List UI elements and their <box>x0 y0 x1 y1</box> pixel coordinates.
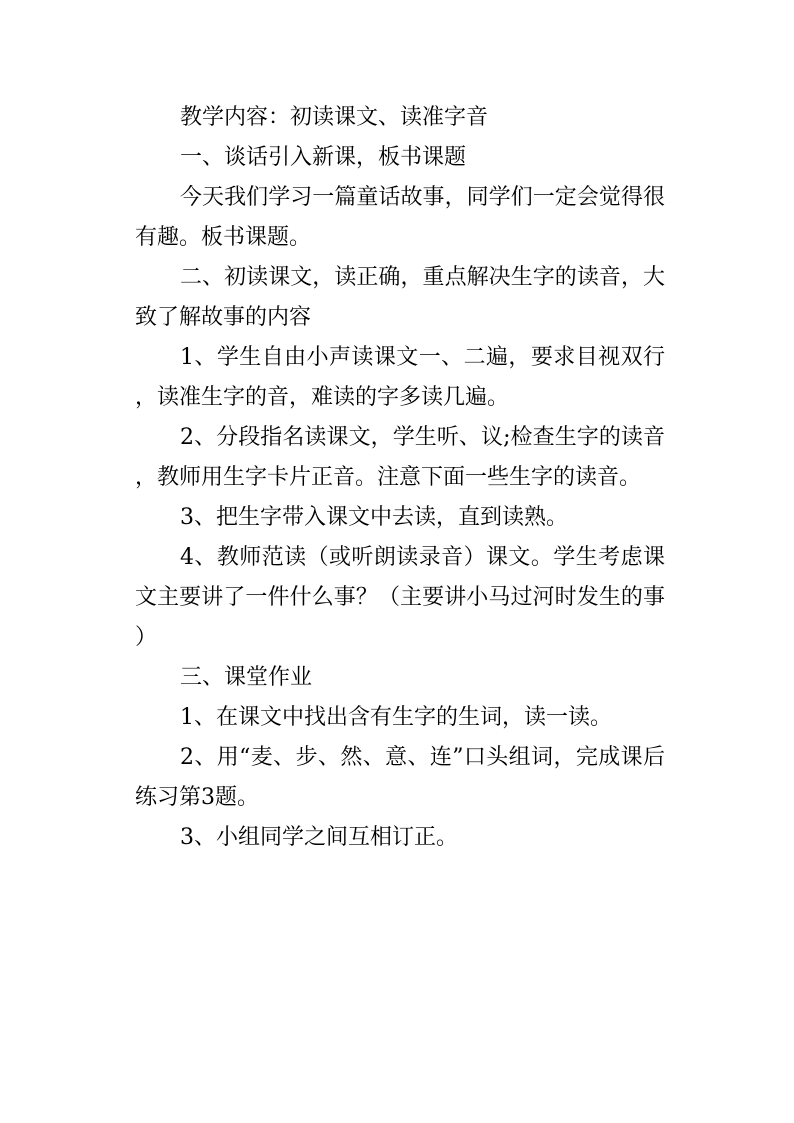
paragraph-item-2-1: 1、学生自由小声读课文一、二遍，要求目视双行，读准生字的音，难读的字多读几遍。 <box>135 345 665 410</box>
paragraph-section-2-heading: 二、初读课文，读正确，重点解决生字的读音，大致了解故事的内容 <box>135 265 665 330</box>
paragraph-section-3-heading: 三、课堂作业 <box>180 665 313 690</box>
paragraph-teaching-content: 教学内容：初读课文、读准字音 <box>180 105 489 130</box>
paragraph-item-2-4: 4、教师范读（或听朗读录音）课文。学生考虑课文主要讲了一件什么事？（主要讲小马过河时发生的事） <box>135 545 665 650</box>
paragraph-section-1-heading: 一、谈话引入新课，板书课题 <box>180 145 467 170</box>
paragraph-section-1-body: 今天我们学习一篇童话故事，同学们一定会觉得很有趣。板书课题。 <box>135 185 665 250</box>
paragraph-item-3-3: 3、小组同学之间互相订正。 <box>180 825 458 850</box>
paragraph-item-3-1: 1、在课文中找出含有生字的生词，读一读。 <box>180 705 612 730</box>
document-body <box>135 98 665 858</box>
paragraph-item-3-2: 2、用“麦、步、然、意、连”口头组词，完成课后练习第3题。 <box>135 745 665 810</box>
paragraph-item-2-2: 2、分段指名读课文，学生听、议;检查生字的读音，教师用生字卡片正音。注意下面一些生字的读音。 <box>135 425 665 490</box>
paragraph-item-2-3: 3、把生字带入课文中去读，直到读熟。 <box>180 505 568 530</box>
